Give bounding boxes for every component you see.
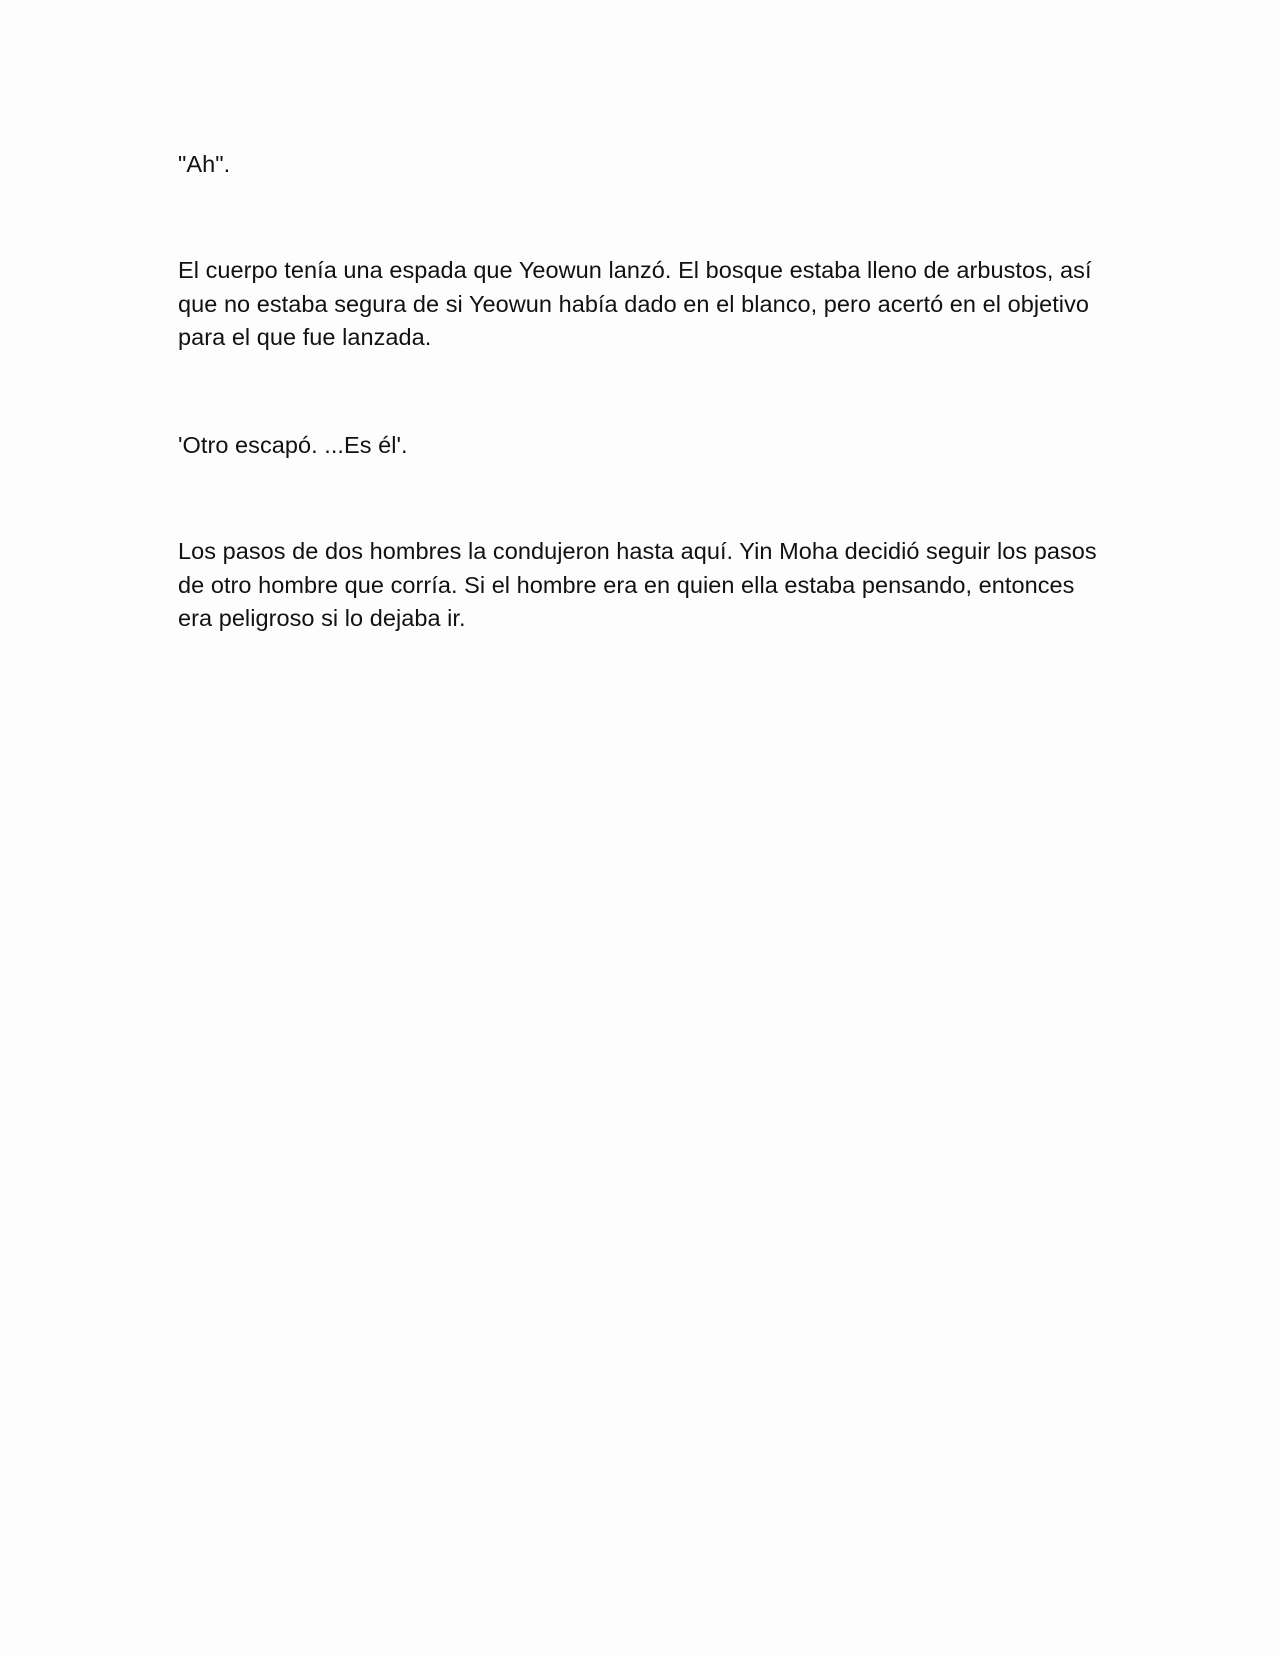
paragraph-footsteps: Los pasos de dos hombres la condujeron hasta aquí. Yin Moha decidió seguir los pasos de otro hombre que corría. Si el hombre era en quien ella estaba pensando, entonces era peligroso si lo dejaba ir.: [178, 538, 1097, 631]
paragraph-thought: 'Otro escapó. ...Es él'.: [178, 432, 408, 458]
paragraph-sword-body: El cuerpo tenía una espada que Yeowun lanzó. El bosque estaba lleno de arbustos, así que no estaba segura de si Yeowun había dado en el blanco, pero acertó en el objetivo para el que fue lanzada.: [178, 257, 1092, 350]
paragraph-exclamation: "Ah".: [178, 151, 231, 177]
